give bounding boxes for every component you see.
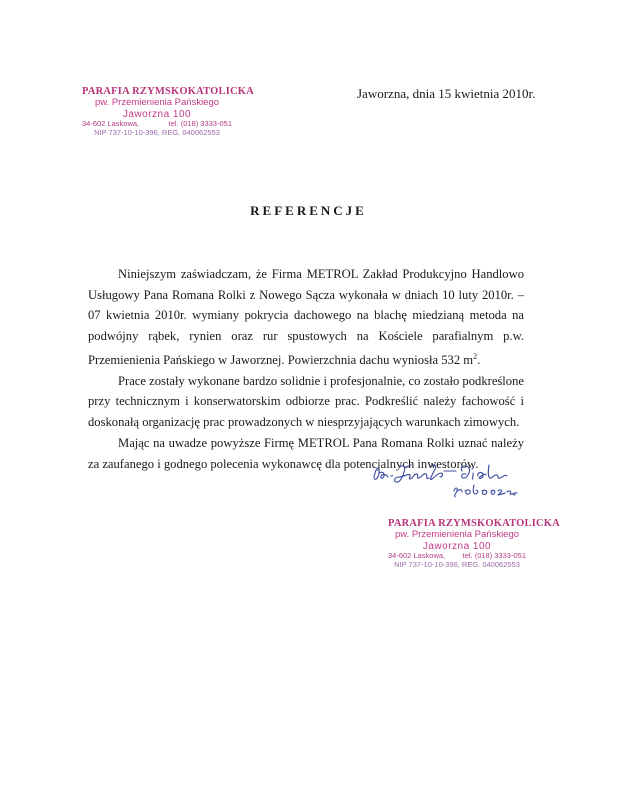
stamp-parish-dedication: pw. Przemienienia Pańskiego [394,529,520,541]
area-unit-superscript: 2 [473,351,478,361]
document-date: Jaworzna, dnia 15 kwietnia 2010r. [357,86,536,101]
stamp-registration: NIP 737-10-10-396, REG. 040062553 [94,128,220,138]
body-paragraph-1 [88,264,524,371]
document-title: REFERENCJE [250,203,367,218]
stamp-phone: tel. (018) 3333-051 [168,119,232,129]
document-body [88,264,524,474]
parish-stamp-bottom [388,518,560,570]
paragraph-1-text: Niniejszym zaświadczam, że Firma METROL Zakład Produkcyjno Handlowo Usługowy Pana Romana Rolki z Nowego Sącza wykonała w dniach 10 luty 2010r. – 07 kwietnia 2010r. wymiany pokrycia dachowego na blachę miedzianą metoda na podwójny rąbek, rynien oraz rur spustowych na Kościele parafialnym p.w. Przemienienia Pańskiego w Jaworznej. Powierzchnia dachu wyniosła 532 m [88,267,524,367]
stamp-locality: Jaworzna 100 [122,108,192,120]
stamp-parish-name: PARAFIA RZYMSKOKATOLICKA [82,86,254,97]
stamp-postal-address: 34-602 Laskowa, [82,119,140,129]
stamp-parish-dedication: pw. Przemienienia Pańskiego [94,97,220,109]
paragraph-1-end: . [477,353,481,367]
stamp-registration: NIP 737-10-10-396, REG. 040062553 [394,560,520,570]
body-paragraph-2: Prace zostały wykonane bardzo solidnie i profesjonalnie, co zostało podkreślone przy technicznym i konserwatorskim odbiorze prac. Podkreślić należy fachowość i doskonałą organizację prac prowadzonych w niesprzyjających warunkach zimowych. [88,373,524,430]
stamp-phone: tel. (018) 3333-051 [462,551,526,561]
handwritten-signature [370,461,520,503]
stamp-parish-name: PARAFIA RZYMSKOKATOLICKA [388,518,560,529]
stamp-locality: Jaworzna 100 [422,540,492,552]
parish-stamp-top [82,86,254,138]
stamp-postal-address: 34-602 Laskowa, [388,551,446,561]
body-paragraph-3: Mając na uwadze powyższe Firmę METROL Pana Romana Rolki uznać należy za zaufanego i godnego polecenia wykonawcę dla potencjalnych inwestorów. [88,435,524,471]
